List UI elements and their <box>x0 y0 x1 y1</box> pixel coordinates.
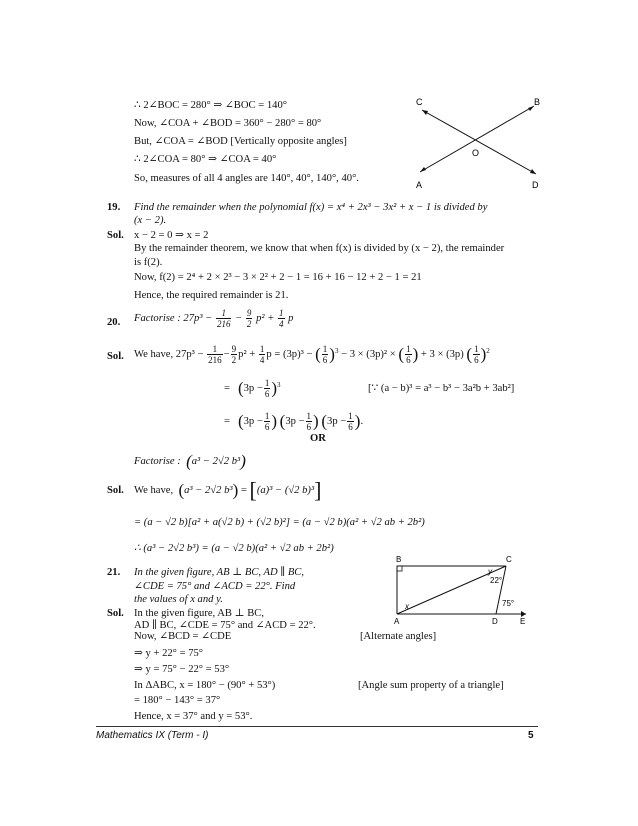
q21-line-c: the values of x and y. <box>134 594 223 605</box>
label-22deg: 22° <box>490 576 503 585</box>
text-line-s19e: Hence, the required remainder is 21. <box>134 290 289 301</box>
figure-trapezium <box>388 552 538 628</box>
footer-rule <box>96 726 538 727</box>
text-line-s19d: Now, f(2) = 2⁴ + 2 × 2³ − 3 × 2² + 2 − 1 = 16 + 16 − 12 + 2 − 1 = 21 <box>134 272 422 283</box>
s21-line-2: AD ∥ BC, ∠CDE = 75° and ∠ACD = 22°. <box>134 620 316 631</box>
q19-number: 19. <box>107 202 121 213</box>
text-line-l4: ∴ 2∠COA = 80° ⇒ ∠COA = 40° <box>134 154 277 165</box>
label-e2: E <box>520 617 526 626</box>
s21-line-1: In the given figure, AB ⊥ BC, <box>134 608 265 619</box>
s20-line-1: We have, 27p³ − $\frac{1}{216}$ − $\frac{9}{2}$ p² + $\frac{1}{4}$ p = (3p)³ − ( $\frac{1}{6}$ )$^3$ − 3 × (3p)² × ( $\frac{1}{6}$ ) + 3 × (3p) ( $\frac{1}{6}$ )$^2$ <box>134 344 490 365</box>
text-line-s19c: is f(2). <box>134 257 163 268</box>
label-75deg: 75° <box>502 599 515 608</box>
sol-label-21: Sol. <box>107 608 124 619</box>
q20-number: 20. <box>107 317 121 328</box>
text-line-q19b: (x − 2). <box>134 215 167 226</box>
text-line-l1: ∴ 2∠BOC = 280° ⇒ ∠BOC = 140° <box>134 100 287 111</box>
alt-factorise: Factorise : (a³ − 2√2 b³) <box>134 451 246 471</box>
label-y: y <box>488 567 492 576</box>
line-cd <box>422 110 536 174</box>
q20-question: Factorise : 27p³ − $\frac{1}{216}$ − $\frac{9}{2}$ p² + $\frac{1}{4}$ p <box>134 308 294 329</box>
line-ab <box>420 106 534 172</box>
label-d: D <box>532 180 539 190</box>
sol-label-20-or: Sol. <box>107 485 124 496</box>
text-line-s21n: Now, ∠BCD = ∠CDE <box>134 631 232 642</box>
text-line-s21i2: ⇒ y = 75° − 22° = 53° <box>134 664 230 675</box>
sol-label-19: Sol. <box>107 230 124 241</box>
text-line-l2: Now, ∠COA + ∠BOD = 360° − 280° = 80° <box>134 118 322 129</box>
text-line-s19b: By the remainder theorem, we know that when f(x) is divided by (x − 2), the remainder <box>134 243 505 254</box>
arrow-c <box>422 110 428 115</box>
label-o: O <box>472 148 480 158</box>
sol-label-20: Sol. <box>107 351 124 362</box>
footer-book-title: Mathematics IX (Term - I) <box>96 730 209 741</box>
text-line-or: OR <box>310 433 326 444</box>
right-angle-mark <box>397 566 402 571</box>
page-number: 5 <box>528 730 534 741</box>
alt-line-2: = (a − √2 b)[a² + a(√2 b) + (√2 b)²] = (a − √2 b)(a² + √2 ab + 2b²) <box>134 517 425 528</box>
label-a2: A <box>394 617 400 626</box>
arrow-a <box>420 167 426 172</box>
text-line-l5: So, measures of all 4 angles are 140°, 40°, 140°, 40°. <box>134 173 359 184</box>
text-line-s21t: In ΔABC, x = 180° − (90° + 53°) <box>134 680 276 691</box>
text-line-s21h: Hence, x = 37° and y = 53°. <box>134 711 253 722</box>
label-c2: C <box>506 555 512 564</box>
arrow-d <box>530 169 536 174</box>
label-b: B <box>534 97 541 107</box>
label-c: C <box>416 97 423 107</box>
text-line-s19a: x − 2 = 0 ⇒ x = 2 <box>134 230 209 241</box>
alt-line-1: We have, (a³ − 2√2 b³) = [(a)³ − (√2 b)³] <box>134 477 322 503</box>
alt-line-3: ∴ (a³ − 2√2 b³) = (a − √2 b)(a² + √2 ab + 2b²) <box>134 543 334 554</box>
q21-line-b: ∠CDE = 75° and ∠ACD = 22°. Find <box>134 581 296 592</box>
text-line-q19a: Find the remainder when the polynomial f(x) = x⁴ + 2x³ − 3x² + x − 1 is divided by <box>134 202 488 213</box>
figure-intersecting-lines <box>410 92 550 192</box>
text-line-l3: But, ∠COA = ∠BOD [Vertically opposite angles] <box>134 136 347 147</box>
q21-number: 21. <box>107 567 121 578</box>
s20-line-2: = (3p − $\frac{1}{6}$ )$^3$ <box>224 378 281 399</box>
text-line-s21t2: = 180° − 143° = 37° <box>134 695 221 706</box>
label-a: A <box>416 180 423 190</box>
text-line-s21alt: [Alternate angles] <box>360 631 437 642</box>
s20-identity: [∵ (a − b)³ = a³ − b³ − 3a²b + 3ab²] <box>368 383 515 394</box>
label-x: x <box>405 602 409 611</box>
label-b2: B <box>396 555 402 564</box>
text-line-s21asp: [Angle sum property of a triangle] <box>358 680 504 691</box>
text-line-s21i1: ⇒ y + 22° = 75° <box>134 648 204 659</box>
s20-line-3: = (3p − $\frac{1}{6}$ ) (3p − $\frac{1}{6}$ ) (3p − $\frac{1}{6}$ ). <box>224 411 364 432</box>
q21-line-a: In the given figure, AB ⊥ BC, AD ∥ BC, <box>134 567 305 578</box>
label-d2: D <box>492 617 498 626</box>
